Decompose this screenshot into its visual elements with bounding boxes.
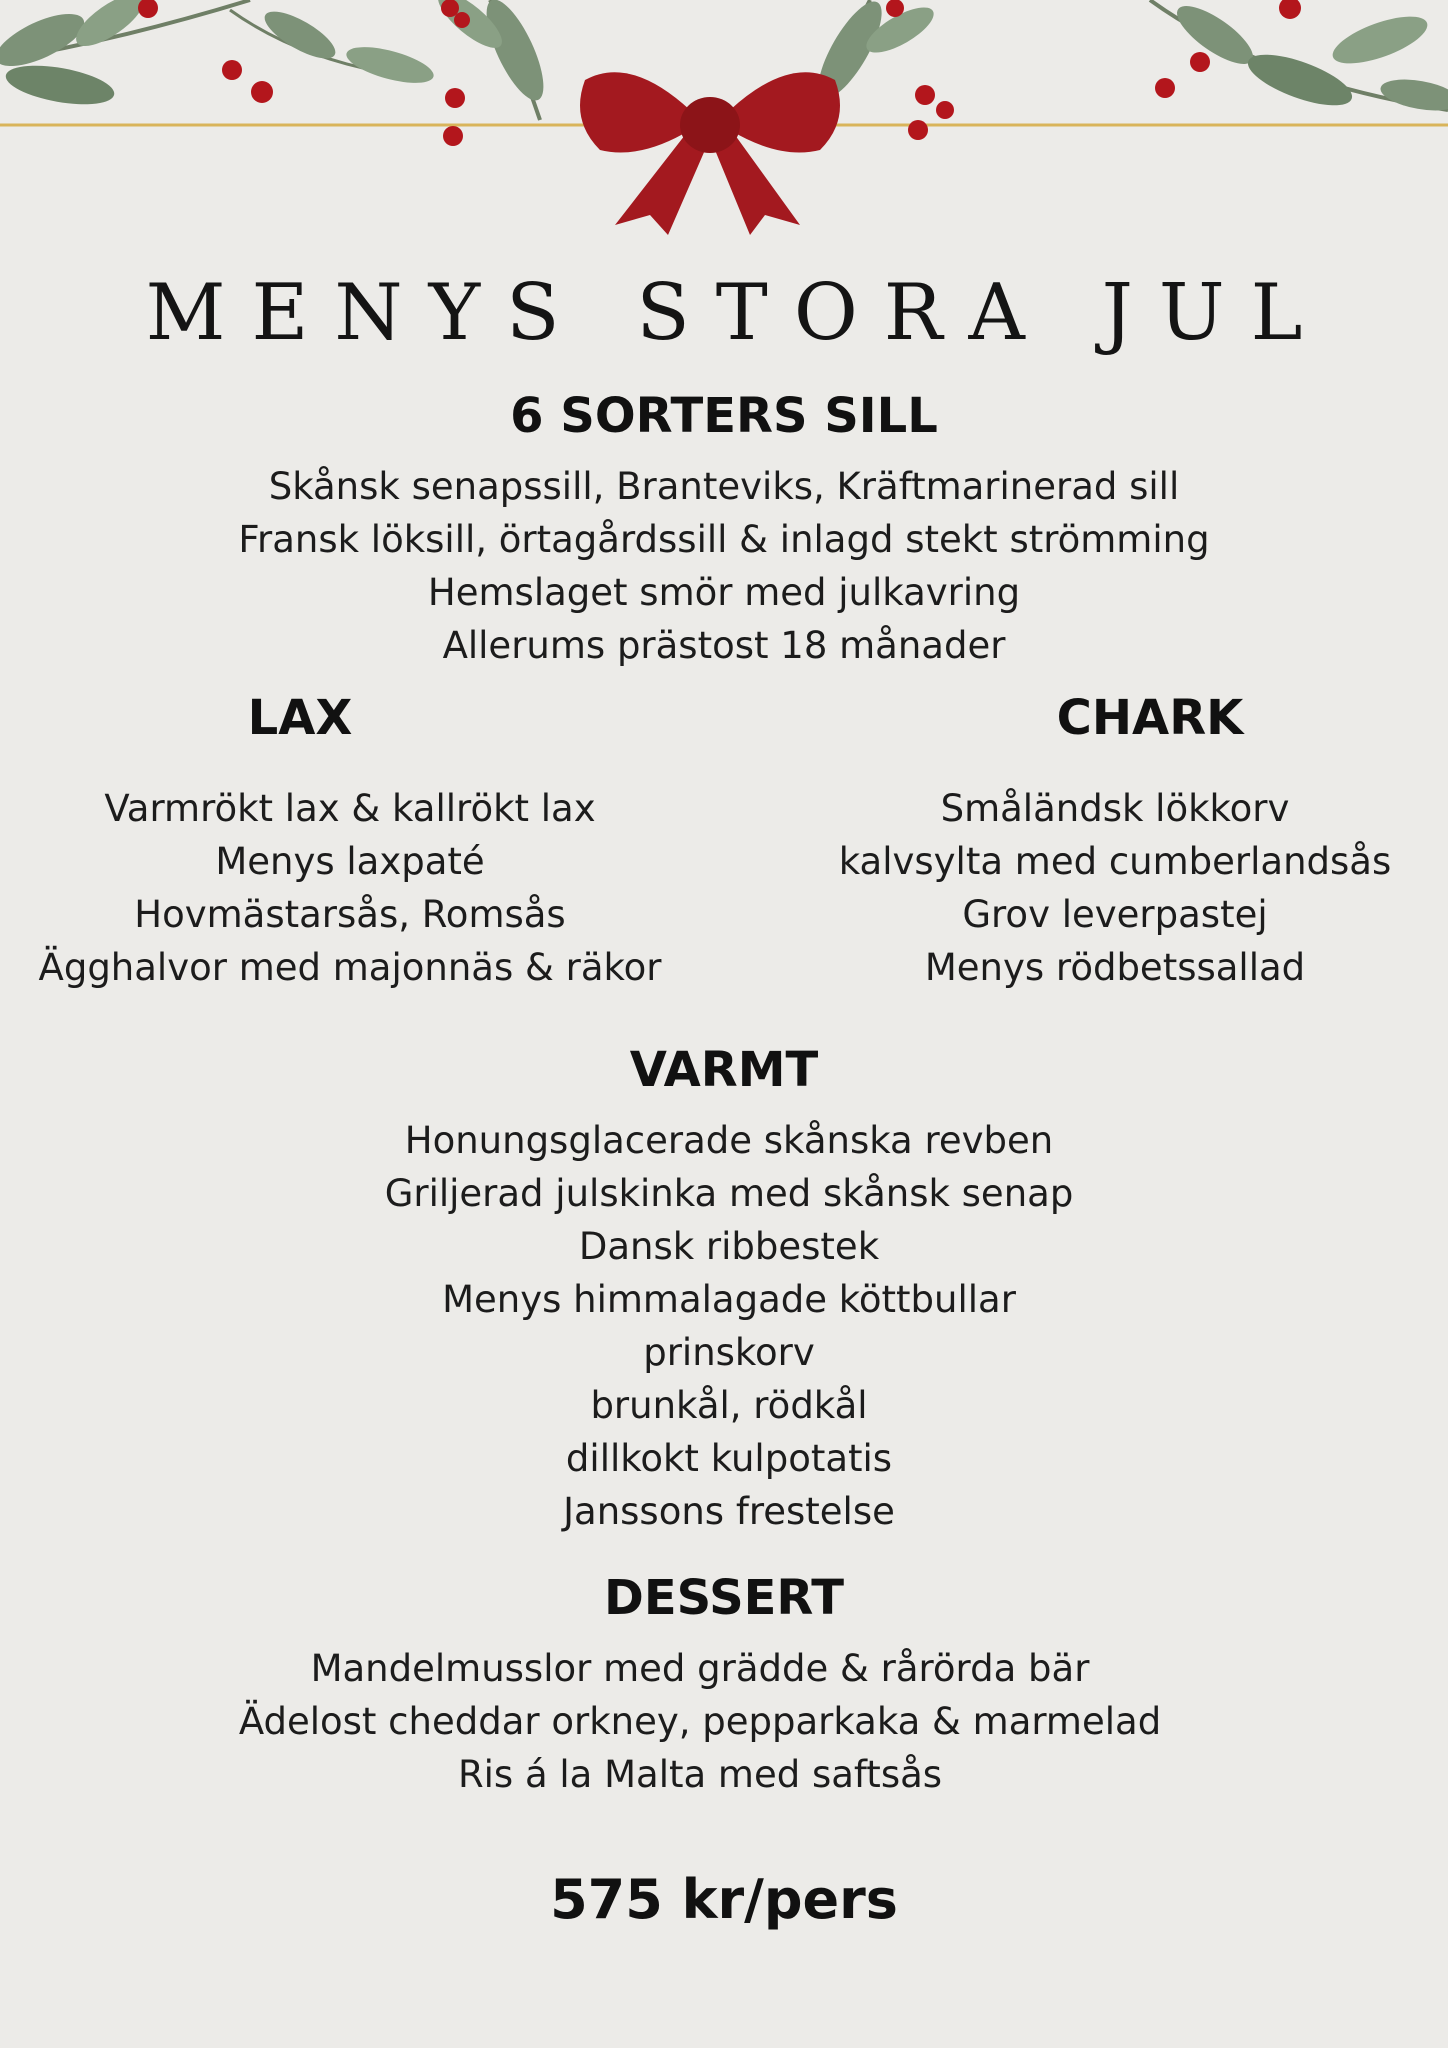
list-item: Skånsk senapssill, Branteviks, Kräftmarinerad sill xyxy=(268,465,1180,508)
list-item: Ägghalvor med majonnäs & räkor xyxy=(38,946,662,989)
list-item: Grov leverpastej xyxy=(962,893,1268,936)
list-item: Menys laxpaté xyxy=(215,840,485,883)
list-item: Honungsglacerade skånska revben xyxy=(404,1119,1054,1162)
section-heading-lax: LAX xyxy=(247,690,353,746)
chark-list xyxy=(800,782,1430,994)
holly-branch-icon xyxy=(800,0,1448,120)
list-item: Janssons frestelse xyxy=(563,1490,895,1533)
list-item: Ädelost cheddar orkney, pepparkaka & marmelad xyxy=(238,1700,1162,1743)
list-item: Mandelmusslor med grädde & rårörda bär xyxy=(310,1647,1090,1690)
list-item: brunkål, rödkål xyxy=(590,1384,868,1427)
lax-list xyxy=(20,782,680,994)
sill-list xyxy=(0,460,1448,672)
holly-header-decoration xyxy=(0,0,1448,260)
list-item: Ris á la Malta med saftsås xyxy=(457,1753,943,1796)
list-item: Dansk ribbestek xyxy=(578,1225,880,1268)
list-item: Småländsk lökkorv xyxy=(940,787,1290,830)
menu-title: MENYS STORA JUL xyxy=(145,268,1329,358)
list-item: Griljerad julskinka med skånsk senap xyxy=(384,1172,1074,1215)
list-item: Fransk löksill, örtagårdssill & inlagd stekt strömming xyxy=(238,518,1210,561)
list-item: Hovmästarsås, Romsås xyxy=(134,893,566,936)
varmt-list xyxy=(0,1114,1448,1538)
berries-icon xyxy=(886,0,1301,140)
list-item: prinskorv xyxy=(643,1331,815,1374)
section-heading-sill: 6 SORTERS SILL xyxy=(510,388,938,444)
price-per-person: 575 kr/pers xyxy=(550,1868,898,1931)
list-item: Allerums prästost 18 månader xyxy=(442,624,1006,667)
section-heading-varmt: VARMT xyxy=(629,1042,819,1098)
list-item: Varmrökt lax & kallrökt lax xyxy=(104,787,596,830)
red-bow-icon xyxy=(580,72,840,235)
list-item: dillkokt kulpotatis xyxy=(565,1437,893,1480)
dessert-list xyxy=(0,1642,1400,1801)
list-item: Menys rödbetssallad xyxy=(924,946,1306,989)
holly-branch-icon xyxy=(0,0,555,120)
list-item: Hemslaget smör med julkavring xyxy=(427,571,1021,614)
list-item: kalvsylta med cumberlandsås xyxy=(838,840,1392,883)
list-item: Menys himmalagade köttbullar xyxy=(442,1278,1016,1321)
section-heading-dessert: DESSERT xyxy=(604,1570,844,1626)
section-heading-chark: CHARK xyxy=(1056,690,1244,746)
